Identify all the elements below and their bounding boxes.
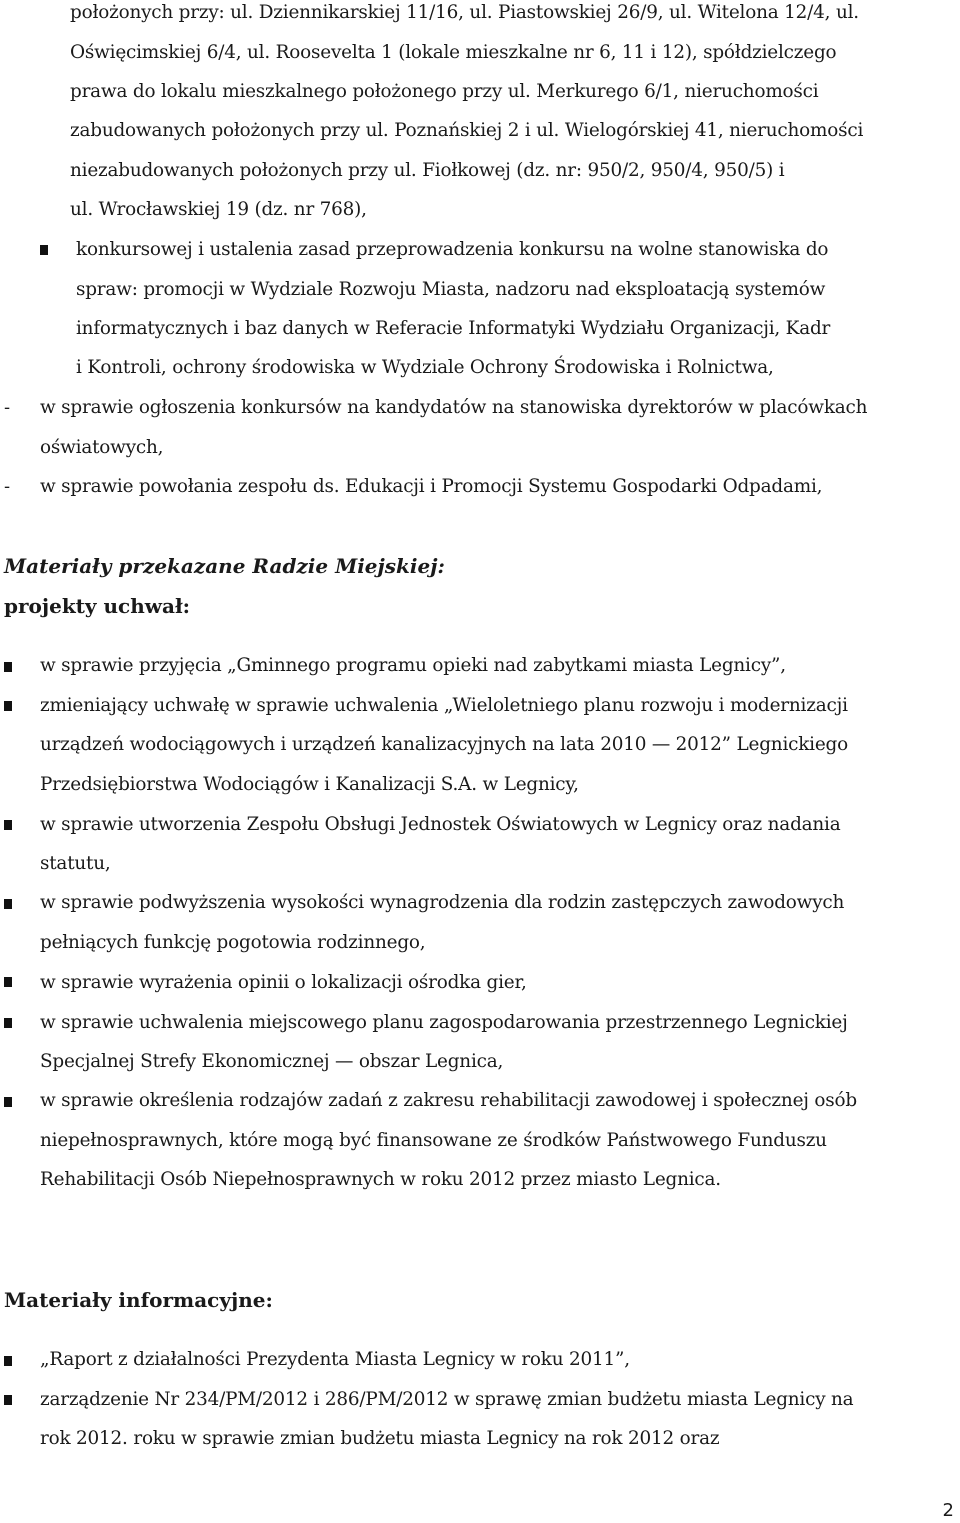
list-item: zmieniający uchwałę w sprawie uchwalenia „Wieloletniego planu rozwoju i modernizacji [40, 695, 848, 716]
list-item: Przedsiębiorstwa Wodociągów i Kanalizacji S.A. w Legnicy, [40, 774, 579, 795]
square-bullet-icon [40, 245, 48, 255]
page-number: 2 [942, 1500, 954, 1521]
list-item: niepełnosprawnych, które mogą być finansowane ze środków Państwowego Funduszu [40, 1130, 827, 1151]
section-subheading: projekty uchwał: [4, 594, 191, 618]
konkurs-line: informatycznych i baz danych w Referacie Informatyki Wydziału Organizacji, Kadr [76, 318, 831, 339]
intro-line: Oświęcimskiej 6/4, ul. Roosevelta 1 (lokale mieszkalne nr 6, 11 i 12), spółdzielczego [70, 42, 837, 63]
dash-marker: - [4, 397, 11, 418]
square-bullet-icon [4, 662, 12, 672]
square-bullet-icon [4, 1018, 12, 1028]
square-bullet-icon [4, 701, 12, 711]
square-bullet-icon [4, 1356, 12, 1366]
konkurs-line: konkursowej i ustalenia zasad przeprowadzenia konkursu na wolne stanowiska do [76, 239, 829, 260]
dash-item-line: oświatowych, [40, 437, 164, 458]
list-item: w sprawie uchwalenia miejscowego planu zagospodarowania przestrzennego Legnickiej [40, 1012, 848, 1033]
section-heading: Materiały przekazane Radzie Miejskiej: [4, 554, 445, 578]
square-bullet-icon [4, 1097, 12, 1107]
intro-line: prawa do lokalu mieszkalnego położonego przy ul. Merkurego 6/1, nieruchomości [70, 81, 819, 102]
dash-item-line: w sprawie ogłoszenia konkursów na kandydatów na stanowiska dyrektorów w placówkach [40, 397, 868, 418]
konkurs-line: spraw: promocji w Wydziale Rozwoju Miasta, nadzoru nad eksploatacją systemów [76, 279, 826, 300]
intro-line: ul. Wrocławskiej 19 (dz. nr 768), [70, 199, 367, 220]
list-item: Rehabilitacji Osób Niepełnosprawnych w roku 2012 przez miasto Legnica. [40, 1169, 721, 1190]
square-bullet-icon [4, 820, 12, 830]
list-item: w sprawie przyjęcia „Gminnego programu opieki nad zabytkami miasta Legnicy”, [40, 655, 786, 676]
intro-line: zabudowanych położonych przy ul. Poznańskiej 2 i ul. Wielogórskiej 41, nieruchomości [70, 120, 864, 141]
list-item: w sprawie podwyższenia wysokości wynagrodzenia dla rodzin zastępczych zawodowych [40, 892, 845, 913]
list-item: statutu, [40, 853, 111, 874]
list-item: urządzeń wodociągowych i urządzeń kanalizacyjnych na lata 2010 — 2012” Legnickiego [40, 734, 848, 755]
dash-marker: - [4, 476, 11, 497]
list-item: w sprawie utworzenia Zespołu Obsługi Jednostek Oświatowych w Legnicy oraz nadania [40, 814, 841, 835]
list-item: Specjalnej Strefy Ekonomicznej — obszar Legnica, [40, 1051, 504, 1072]
square-bullet-icon [4, 899, 12, 909]
konkurs-line: i Kontroli, ochrony środowiska w Wydziale Ochrony Środowiska i Rolnictwa, [76, 357, 774, 378]
list-item: w sprawie określenia rodzajów zadań z zakresu rehabilitacji zawodowej i społecznej osób [40, 1090, 857, 1111]
intro-line: położonych przy: ul. Dziennikarskiej 11/16, ul. Piastowskiej 26/9, ul. Witelona 12/4, ul. [70, 2, 859, 23]
list-item: w sprawie wyrażenia opinii o lokalizacji ośrodka gier, [40, 972, 527, 993]
dash-item-line: w sprawie powołania zespołu ds. Edukacji i Promocji Systemu Gospodarki Odpadami, [40, 476, 823, 497]
list-item: zarządzenie Nr 234/PM/2012 i 286/PM/2012 w sprawę zmian budżetu miasta Legnicy na [40, 1389, 854, 1410]
section-heading: Materiały informacyjne: [4, 1288, 273, 1312]
square-bullet-icon [4, 977, 12, 987]
list-item: rok 2012. roku w sprawie zmian budżetu miasta Legnicy na rok 2012 oraz [40, 1428, 720, 1449]
intro-line: niezabudowanych położonych przy ul. Fiołkowej (dz. nr: 950/2, 950/4, 950/5) i [70, 160, 785, 181]
square-bullet-icon [4, 1395, 12, 1405]
list-item: „Raport z działalności Prezydenta Miasta Legnicy w roku 2011”, [40, 1349, 630, 1370]
list-item: pełniących funkcję pogotowia rodzinnego, [40, 932, 426, 953]
